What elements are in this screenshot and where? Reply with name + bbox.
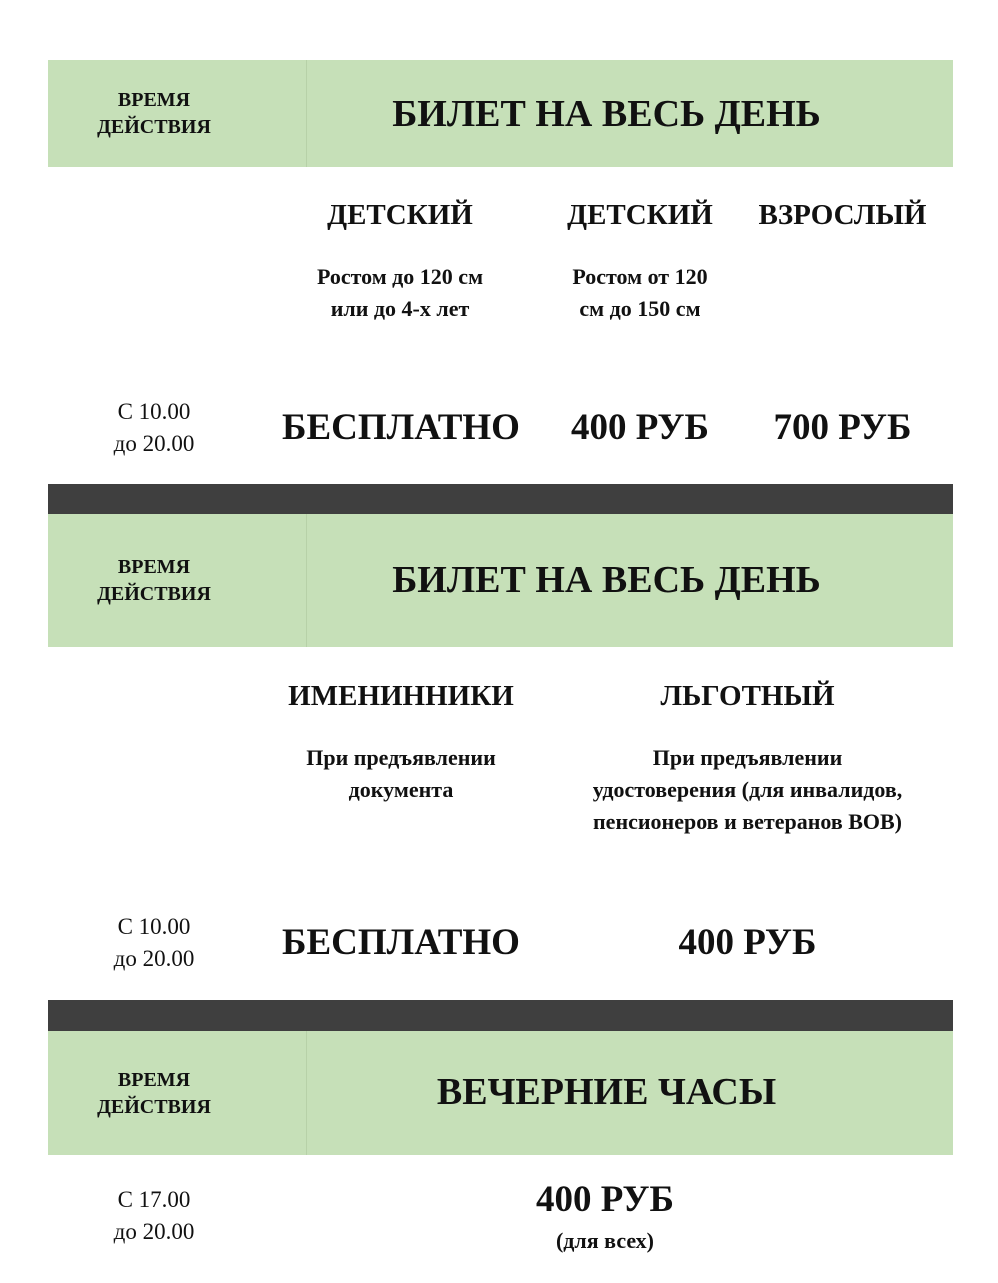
section-1-col-1-price: БЕСПЛАТНО bbox=[282, 407, 520, 448]
time-line: С 10.00 bbox=[117, 399, 191, 424]
section-1-col-2-title: ДЕТСКИЙ bbox=[567, 199, 713, 231]
section-2-col-1-price: БЕСПЛАТНО bbox=[282, 922, 520, 963]
desc-line: При предъявлении bbox=[306, 745, 496, 770]
desc-line: документа bbox=[348, 777, 454, 802]
desc-line: Ростом от 120 bbox=[572, 264, 708, 289]
section-1-col-2-desc bbox=[540, 261, 740, 325]
desc-line: или до 4-х лет bbox=[330, 296, 470, 321]
time-label-line1: ВРЕМЯ bbox=[117, 1069, 191, 1091]
desc-line: пенсионеров и ветеранов ВОВ) bbox=[593, 809, 902, 834]
time-label-line2: ДЕЙСТВИЯ bbox=[97, 583, 211, 605]
section-1-title: БИЛЕТ НА ВЕСЬ ДЕНЬ bbox=[392, 93, 821, 135]
time-label-line2: ДЕЙСТВИЯ bbox=[97, 116, 211, 138]
section-3-time bbox=[48, 1184, 260, 1248]
section-3-price: 400 РУБ bbox=[535, 1179, 675, 1220]
section-2-col-1-desc bbox=[262, 742, 540, 806]
section-1-col-3-price: 700 РУБ bbox=[773, 407, 912, 448]
time-line: до 20.00 bbox=[113, 946, 195, 971]
time-line: С 17.00 bbox=[117, 1187, 191, 1212]
section-1-col-1-title: ДЕТСКИЙ bbox=[327, 199, 473, 231]
desc-line: см до 150 см bbox=[579, 296, 701, 321]
desc-line: Ростом до 120 см bbox=[316, 264, 484, 289]
section-2-col-2-desc bbox=[545, 742, 950, 838]
section-1-col-1-desc bbox=[270, 261, 530, 325]
section-3-time-label bbox=[48, 1067, 260, 1121]
time-line: до 20.00 bbox=[113, 431, 195, 456]
time-line: до 20.00 bbox=[113, 1219, 195, 1244]
section-1-time-label bbox=[48, 87, 260, 141]
desc-line: При предъявлении bbox=[652, 745, 843, 770]
section-2-col-2-title: ЛЬГОТНЫЙ bbox=[660, 680, 835, 712]
section-2-title: БИЛЕТ НА ВЕСЬ ДЕНЬ bbox=[392, 559, 821, 601]
section-1-col-3-title: ВЗРОСЛЫЙ bbox=[758, 199, 927, 231]
section-2-time bbox=[48, 911, 260, 975]
section-3-title: ВЕЧЕРНИЕ ЧАСЫ bbox=[436, 1071, 777, 1113]
time-label-line2: ДЕЙСТВИЯ bbox=[97, 1096, 211, 1118]
section-1-time bbox=[48, 396, 260, 460]
section-separator bbox=[48, 484, 953, 514]
section-3-price-note: (для всех) bbox=[555, 1228, 655, 1253]
section-separator bbox=[48, 1000, 953, 1031]
desc-line: удостоверения (для инвалидов, bbox=[592, 777, 903, 802]
time-line: С 10.00 bbox=[117, 914, 191, 939]
section-2-col-2-price: 400 РУБ bbox=[678, 922, 817, 963]
time-label-line1: ВРЕМЯ bbox=[117, 556, 191, 578]
section-2-time-label bbox=[48, 554, 260, 608]
section-1-col-2-price: 400 РУБ bbox=[570, 407, 710, 448]
section-2-col-1-title: ИМЕНИННИКИ bbox=[288, 680, 514, 712]
time-label-line1: ВРЕМЯ bbox=[117, 89, 191, 111]
